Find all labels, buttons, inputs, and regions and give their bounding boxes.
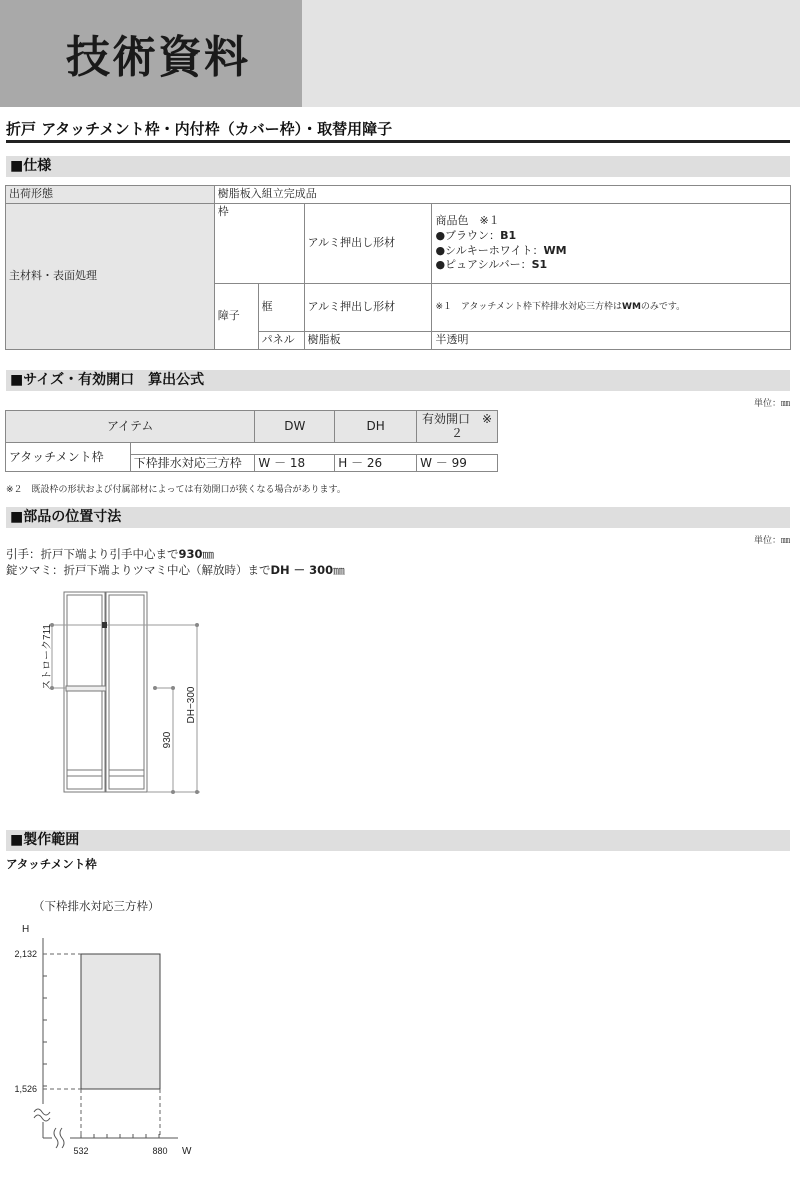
spec-cell-kamachi-material: アルミ押出し形材: [304, 284, 432, 332]
x-tick-label: 880: [152, 1146, 168, 1156]
color-brown: ●ブラウン：B1: [435, 228, 517, 242]
y-tick-label: 1,526: [14, 1084, 37, 1094]
size-header-dh: DH: [335, 411, 417, 443]
spec-cell-kamachi-label: 框: [258, 284, 304, 332]
chart-title: （下枠排水対応三方枠）: [33, 901, 160, 913]
size-cell-open: W － 99: [417, 454, 498, 471]
color-silky-white: ●シルキーホワイト：WM: [435, 243, 567, 257]
document-subtitle: 折戸 アタッチメント枠・内付枠（カバー枠）・取替用障子: [6, 120, 393, 138]
size-cell-dh: H － 26: [335, 454, 417, 471]
handle-bar: [66, 686, 106, 691]
note-2: ※２ 既設枠の形状および付属部材によっては有効開口が狭くなる場合があります。: [6, 485, 346, 495]
spec-cell-material-label: 主材料・表面処理: [6, 204, 215, 350]
dimension-dh300-label: DH−300: [186, 686, 197, 724]
header-band-light: [302, 0, 800, 107]
size-cell-dw: W － 18: [255, 454, 335, 471]
color-title: 商品色 ※１: [435, 213, 500, 227]
size-cell-subitem: 下枠排水対応三方枠: [130, 454, 255, 471]
spec-cell-shoji-label: 障子: [214, 284, 258, 350]
section-heading-range: ■製作範囲: [6, 830, 790, 851]
section-heading-size: ■サイズ・有効開口 算出公式: [6, 370, 790, 391]
color-pure-silver: ●ピュアシルバー：S1: [435, 258, 548, 272]
right-door-panel: [106, 592, 147, 792]
size-cell-item: アタッチメント枠: [6, 442, 131, 471]
y-axis-break: [34, 1109, 50, 1121]
stroke-dimension-label: ストローク711: [42, 624, 53, 690]
spec-cell-panel-finish: 半透明: [432, 332, 791, 350]
spec-cell-panel-label: パネル: [258, 332, 304, 350]
door-position-diagram: [0, 585, 260, 805]
spec-table: [5, 185, 791, 350]
range-region: [81, 954, 160, 1089]
spec-cell-shipping-value: 樹脂板入組立完成品: [214, 186, 790, 204]
spec-cell-note1: ※１ アタッチメント枠下枠排水対応三方枠はWMのみです。: [432, 284, 791, 332]
size-header-dw: DW: [255, 411, 335, 443]
manufacturing-range-chart: [0, 890, 260, 1190]
lock-knob: [102, 622, 107, 628]
chart-x-axis-label: W: [182, 1146, 192, 1157]
page-title: 技術資料: [66, 32, 250, 83]
spec-cell-frame-label: 枠: [214, 204, 304, 284]
spec-cell-colors: [432, 204, 791, 284]
dimension-930-label: 930: [162, 731, 173, 749]
range-subtitle: アタッチメント枠: [6, 857, 97, 871]
section-heading-parts: ■部品の位置寸法: [6, 507, 790, 528]
subtitle-underline: [6, 140, 790, 143]
parts-line-handle: 引手：折戸下端より引手中心まで930㎜: [6, 547, 215, 561]
spec-cell-frame-material: アルミ押出し形材: [304, 204, 432, 284]
x-axis-break: [54, 1128, 64, 1148]
size-header-item: アイテム: [6, 411, 255, 443]
chart-y-axis-label: H: [22, 924, 30, 935]
spec-cell-panel-material: 樹脂板: [304, 332, 432, 350]
size-header-open: 有効開口 ※２: [417, 411, 498, 443]
section-heading-spec: ■仕様: [6, 156, 790, 177]
size-table: [5, 410, 498, 472]
spec-cell-shipping-label: 出荷形態: [6, 186, 215, 204]
parts-line-lock: 錠ツマミ：折戸下端よりツマミ中心（解放時）までDH － 300㎜: [6, 563, 345, 577]
x-tick-label: 532: [73, 1146, 89, 1156]
left-door-panel: [64, 592, 105, 792]
y-tick-label: 2,132: [14, 949, 37, 959]
unit-label-size: 単位：㎜: [753, 399, 790, 409]
unit-label-parts: 単位：㎜: [753, 536, 790, 546]
